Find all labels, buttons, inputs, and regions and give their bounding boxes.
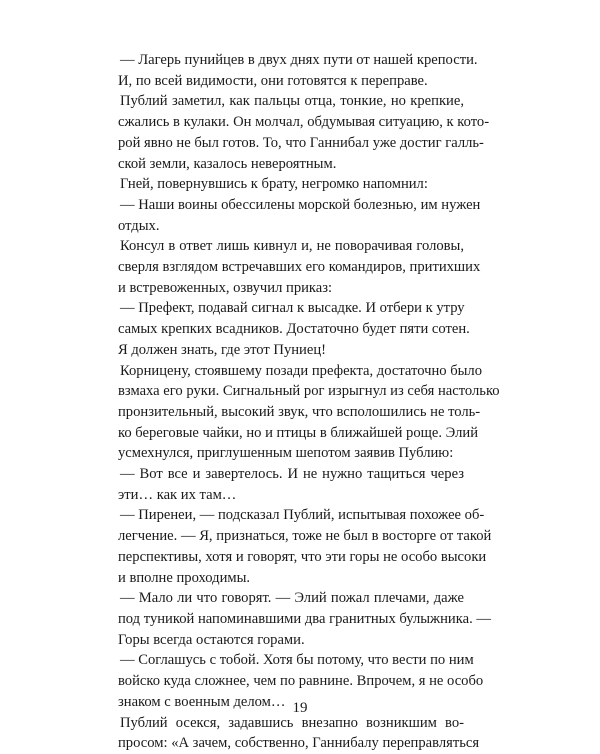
text-line: войско куда сложнее, чем по равнине. Впрочем, я не особо (118, 673, 484, 690)
text-line: и встревоженных, озвучил приказ: (118, 279, 333, 296)
text-line: И, по всей видимости, они готовятся к переправе. (118, 72, 428, 89)
paragraph (118, 50, 478, 91)
text-line: Горы всегда остаются горами. (118, 631, 305, 648)
text-line: взмаха его руки. Сигнальный рог изрыгнул из себя настолько (118, 383, 500, 400)
text-line: Консул в ответ лишь кивнул и, не поворачивая головы, (120, 238, 464, 255)
text-line: знаком с военным делом… (118, 693, 286, 710)
text-line: Корницену, стоявшему позади префекта, достаточно было (120, 362, 483, 379)
text-line: усмехнулся, приглушенным шепотом заявив Публию: (118, 445, 454, 462)
paragraph (118, 298, 470, 360)
text-line: под туникой напоминавшими два гранитных булыжника. — (118, 610, 491, 627)
paragraph (118, 464, 464, 505)
paragraph (118, 588, 491, 650)
text-line: пронзительный, высокий звук, что всполошились не толь- (118, 403, 481, 420)
paragraph (118, 236, 481, 298)
text-line: перспективы, хотя и говорят, что эти горы не особо высоки (118, 548, 487, 565)
text-line: сверля взглядом встречавших его командиров, притихших (118, 259, 481, 276)
text-line: — Префект, подавай сигнал к высадке. И отбери к утру (120, 300, 465, 317)
text-line: рой явно не был готов. То, что Ганнибал уже достиг галль- (118, 134, 484, 151)
text-line: просом: «А зачем, собственно, Ганнибалу переправляться (118, 735, 480, 752)
text-line: ко береговые чайки, но и птицы в ближайшей роще. Элий (118, 424, 479, 441)
text-line: отдых. (118, 217, 160, 234)
body-text (118, 50, 500, 754)
text-line: — Соглашусь с тобой. Хотя бы потому, что вести по ним (120, 652, 474, 669)
paragraph (118, 195, 481, 236)
paragraph (118, 713, 480, 754)
text-line: — Пиренеи, — подсказал Публий, испытывая похожее об- (120, 507, 485, 524)
text-line: Публий заметил, как пальцы отца, тонкие, но крепкие, (120, 93, 464, 110)
text-line: самых крепких всадников. Достаточно будет пяти сотен. (118, 321, 470, 338)
text-line: Я должен знать, где этот Пуниец! (118, 341, 327, 358)
paragraph (118, 505, 492, 588)
text-line: — Вот все и завертелось. И не нужно тащиться через (120, 466, 464, 483)
text-line: — Наши воины обессилены морской болезнью, им нужен (120, 196, 481, 213)
paragraph (118, 361, 500, 465)
paragraph (118, 91, 490, 174)
text-line: ской земли, казалось невероятным. (118, 155, 337, 172)
text-line: сжались в кулаки. Он молчал, обдумывая ситуацию, к кото- (118, 114, 490, 131)
paragraph (118, 174, 464, 195)
text-line: и вполне проходимы. (118, 569, 251, 586)
text-line: Публий осекся, задавшись внезапно возникшим во- (120, 714, 464, 731)
text-line: эти… как их там… (118, 486, 237, 503)
text-line: Гней, повернувшись к брату, негромко напомнил: (120, 176, 428, 193)
text-line: легчение. — Я, признаться, тоже не был в восторге от такой (118, 528, 492, 545)
page-number: 19 (292, 700, 308, 716)
text-line: — Лагерь пунийцев в двух днях пути от нашей крепости. (120, 52, 478, 68)
text-line: — Мало ли что говорят. — Элий пожал плечами, даже (120, 590, 464, 607)
